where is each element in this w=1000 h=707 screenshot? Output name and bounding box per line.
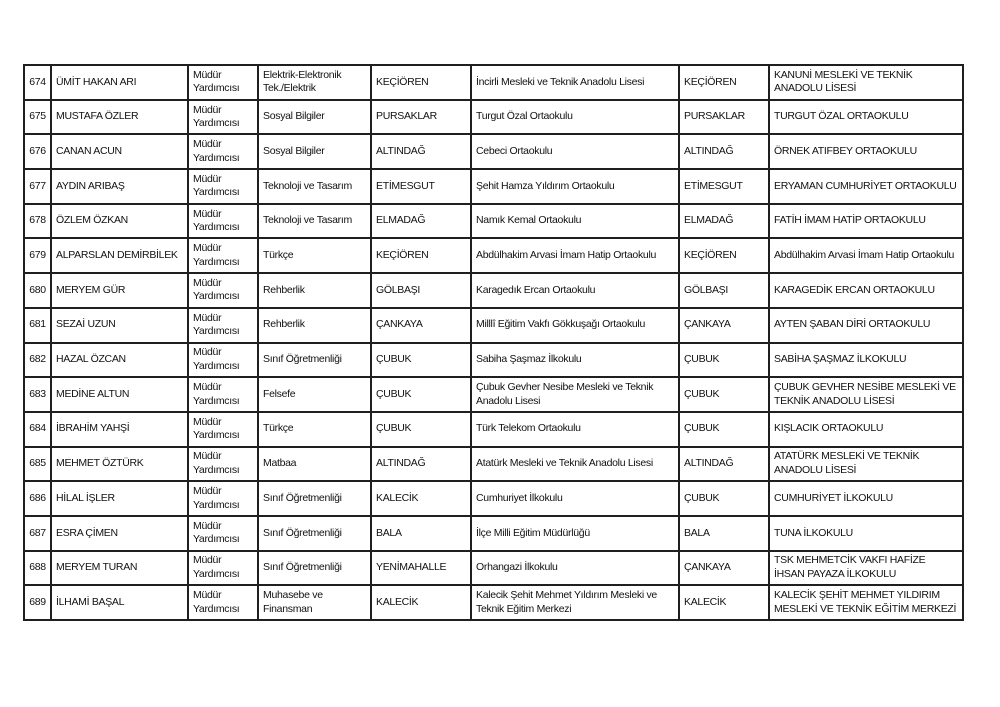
from-district-cell: ÇUBUK [371, 377, 471, 412]
row-number-cell: 681 [24, 308, 51, 343]
title-cell: Müdür Yardımcısı [188, 377, 258, 412]
name-cell: İBRAHİM YAHŞİ [51, 412, 188, 447]
row-number-cell: 675 [24, 100, 51, 135]
to-school-cell: TURGUT ÖZAL ORTAOKULU [769, 100, 963, 135]
to-school-cell: TSK MEHMETCİK VAKFI HAFİZE İHSAN PAYAZA İLKOKULU [769, 551, 963, 586]
branch-cell: Sosyal Bilgiler [258, 100, 371, 135]
to-district-cell: ÇUBUK [679, 343, 769, 378]
title-cell: Müdür Yardımcısı [188, 204, 258, 239]
row-number-cell: 689 [24, 585, 51, 620]
title-cell: Müdür Yardımcısı [188, 65, 258, 100]
table-row [24, 169, 963, 204]
table-row [24, 134, 963, 169]
name-cell: MUSTAFA ÖZLER [51, 100, 188, 135]
table-row [24, 377, 963, 412]
table-row [24, 516, 963, 551]
to-school-cell: CUMHURİYET İLKOKULU [769, 481, 963, 516]
row-number-cell: 677 [24, 169, 51, 204]
to-district-cell: GÖLBAŞI [679, 273, 769, 308]
from-district-cell: KALECİK [371, 481, 471, 516]
row-number-cell: 676 [24, 134, 51, 169]
name-cell: HİLAL İŞLER [51, 481, 188, 516]
branch-cell: Rehberlik [258, 273, 371, 308]
name-cell: ÖZLEM ÖZKAN [51, 204, 188, 239]
from-district-cell: GÖLBAŞI [371, 273, 471, 308]
branch-cell: Elektrik-Elektronik Tek./Elektrik [258, 65, 371, 100]
title-cell: Müdür Yardımcısı [188, 412, 258, 447]
branch-cell: Sınıf Öğretmenliği [258, 551, 371, 586]
to-school-cell: Abdülhakim Arvasi İmam Hatip Ortaokulu [769, 238, 963, 273]
branch-cell: Sosyal Bilgiler [258, 134, 371, 169]
to-school-cell: ATATÜRK MESLEKİ VE TEKNİK ANADOLU LİSESİ [769, 447, 963, 482]
from-school-cell: İncirli Mesleki ve Teknik Anadolu Lisesi [471, 65, 679, 100]
title-cell: Müdür Yardımcısı [188, 343, 258, 378]
row-number-cell: 684 [24, 412, 51, 447]
row-number-cell: 678 [24, 204, 51, 239]
title-cell: Müdür Yardımcısı [188, 238, 258, 273]
branch-cell: Muhasebe ve Finansman [258, 585, 371, 620]
table-row [24, 273, 963, 308]
branch-cell: Sınıf Öğretmenliği [258, 481, 371, 516]
table-row [24, 447, 963, 482]
table-row [24, 238, 963, 273]
to-school-cell: ÇUBUK GEVHER NESİBE MESLEKİ VE TEKNİK ANADOLU LİSESİ [769, 377, 963, 412]
table-row [24, 585, 963, 620]
to-school-cell: KANUNİ MESLEKİ VE TEKNİK ANADOLU LİSESİ [769, 65, 963, 100]
from-district-cell: ÇUBUK [371, 412, 471, 447]
title-cell: Müdür Yardımcısı [188, 585, 258, 620]
title-cell: Müdür Yardımcısı [188, 169, 258, 204]
from-school-cell: Şehit Hamza Yıldırım Ortaokulu [471, 169, 679, 204]
from-district-cell: KEÇİÖREN [371, 238, 471, 273]
to-district-cell: KEÇİÖREN [679, 65, 769, 100]
from-district-cell: ETİMESGUT [371, 169, 471, 204]
from-school-cell: Atatürk Mesleki ve Teknik Anadolu Lisesi [471, 447, 679, 482]
branch-cell: Türkçe [258, 238, 371, 273]
from-school-cell: Turgut Özal Ortaokulu [471, 100, 679, 135]
name-cell: SEZAİ UZUN [51, 308, 188, 343]
to-district-cell: ÇUBUK [679, 481, 769, 516]
table-body [24, 65, 963, 620]
name-cell: MERYEM GÜR [51, 273, 188, 308]
name-cell: ALPARSLAN DEMİRBİLEK [51, 238, 188, 273]
table-row [24, 343, 963, 378]
branch-cell: Rehberlik [258, 308, 371, 343]
title-cell: Müdür Yardımcısı [188, 447, 258, 482]
branch-cell: Teknoloji ve Tasarım [258, 204, 371, 239]
name-cell: MERYEM TURAN [51, 551, 188, 586]
row-number-cell: 686 [24, 481, 51, 516]
to-district-cell: ÇANKAYA [679, 308, 769, 343]
name-cell: HAZAL ÖZCAN [51, 343, 188, 378]
table-row [24, 204, 963, 239]
branch-cell: Teknoloji ve Tasarım [258, 169, 371, 204]
from-district-cell: ELMADAĞ [371, 204, 471, 239]
from-district-cell: YENİMAHALLE [371, 551, 471, 586]
name-cell: AYDIN ARIBAŞ [51, 169, 188, 204]
table-row [24, 308, 963, 343]
row-number-cell: 674 [24, 65, 51, 100]
from-school-cell: Kalecik Şehit Mehmet Yıldırım Mesleki ve Teknik Eğitim Merkezi [471, 585, 679, 620]
to-school-cell: KARAGEDİK ERCAN ORTAOKULU [769, 273, 963, 308]
to-district-cell: ETİMESGUT [679, 169, 769, 204]
from-school-cell: Türk Telekom Ortaokulu [471, 412, 679, 447]
from-school-cell: Milllî Eğitim Vakfı Gökkuşağı Ortaokulu [471, 308, 679, 343]
from-school-cell: Orhangazi İlkokulu [471, 551, 679, 586]
from-school-cell: Karagedık Ercan Ortaokulu [471, 273, 679, 308]
row-number-cell: 682 [24, 343, 51, 378]
title-cell: Müdür Yardımcısı [188, 481, 258, 516]
from-school-cell: Cumhuriyet İlkokulu [471, 481, 679, 516]
name-cell: CANAN ACUN [51, 134, 188, 169]
to-district-cell: ELMADAĞ [679, 204, 769, 239]
from-district-cell: KEÇİÖREN [371, 65, 471, 100]
row-number-cell: 687 [24, 516, 51, 551]
to-school-cell: ERYAMAN CUMHURİYET ORTAOKULU [769, 169, 963, 204]
to-district-cell: BALA [679, 516, 769, 551]
branch-cell: Sınıf Öğretmenliği [258, 516, 371, 551]
assignment-table [23, 64, 964, 621]
to-school-cell: TUNA İLKOKULU [769, 516, 963, 551]
to-school-cell: KIŞLACIK ORTAOKULU [769, 412, 963, 447]
to-district-cell: ÇANKAYA [679, 551, 769, 586]
row-number-cell: 680 [24, 273, 51, 308]
name-cell: MEDİNE ALTUN [51, 377, 188, 412]
table-row [24, 481, 963, 516]
to-district-cell: PURSAKLAR [679, 100, 769, 135]
to-school-cell: AYTEN ŞABAN DİRİ ORTAOKULU [769, 308, 963, 343]
from-school-cell: Çubuk Gevher Nesibe Mesleki ve Teknik Anadolu Lisesi [471, 377, 679, 412]
from-district-cell: ÇUBUK [371, 343, 471, 378]
row-number-cell: 685 [24, 447, 51, 482]
from-district-cell: PURSAKLAR [371, 100, 471, 135]
branch-cell: Türkçe [258, 412, 371, 447]
from-district-cell: ÇANKAYA [371, 308, 471, 343]
to-district-cell: ÇUBUK [679, 412, 769, 447]
title-cell: Müdür Yardımcısı [188, 100, 258, 135]
row-number-cell: 688 [24, 551, 51, 586]
name-cell: ÜMİT HAKAN ARI [51, 65, 188, 100]
to-district-cell: ALTINDAĞ [679, 134, 769, 169]
from-school-cell: İlçe Milli Eğitim Müdürlüğü [471, 516, 679, 551]
row-number-cell: 679 [24, 238, 51, 273]
title-cell: Müdür Yardımcısı [188, 516, 258, 551]
to-school-cell: FATİH İMAM HATİP ORTAOKULU [769, 204, 963, 239]
title-cell: Müdür Yardımcısı [188, 308, 258, 343]
row-number-cell: 683 [24, 377, 51, 412]
from-school-cell: Abdülhakim Arvasi İmam Hatip Ortaokulu [471, 238, 679, 273]
title-cell: Müdür Yardımcısı [188, 551, 258, 586]
branch-cell: Felsefe [258, 377, 371, 412]
to-school-cell: KALECİK ŞEHİT MEHMET YILDIRIM MESLEKİ VE TEKNİK EĞİTİM MERKEZİ [769, 585, 963, 620]
name-cell: İLHAMİ BAŞAL [51, 585, 188, 620]
name-cell: ESRA ÇİMEN [51, 516, 188, 551]
to-district-cell: KALECİK [679, 585, 769, 620]
name-cell: MEHMET ÖZTÜRK [51, 447, 188, 482]
table-row [24, 100, 963, 135]
to-school-cell: SABİHA ŞAŞMAZ İLKOKULU [769, 343, 963, 378]
table-row [24, 65, 963, 100]
table-row [24, 412, 963, 447]
from-district-cell: ALTINDAĞ [371, 134, 471, 169]
table-row [24, 551, 963, 586]
from-school-cell: Namık Kemal Ortaokulu [471, 204, 679, 239]
from-district-cell: ALTINDAĞ [371, 447, 471, 482]
from-district-cell: KALECİK [371, 585, 471, 620]
branch-cell: Sınıf Öğretmenliği [258, 343, 371, 378]
branch-cell: Matbaa [258, 447, 371, 482]
from-school-cell: Cebeci Ortaokulu [471, 134, 679, 169]
to-district-cell: ÇUBUK [679, 377, 769, 412]
to-district-cell: ALTINDAĞ [679, 447, 769, 482]
title-cell: Müdür Yardımcısı [188, 134, 258, 169]
from-school-cell: Sabiha Şaşmaz İlkokulu [471, 343, 679, 378]
title-cell: Müdür Yardımcısı [188, 273, 258, 308]
to-district-cell: KEÇİÖREN [679, 238, 769, 273]
from-district-cell: BALA [371, 516, 471, 551]
to-school-cell: ÖRNEK ATIFBEY ORTAOKULU [769, 134, 963, 169]
